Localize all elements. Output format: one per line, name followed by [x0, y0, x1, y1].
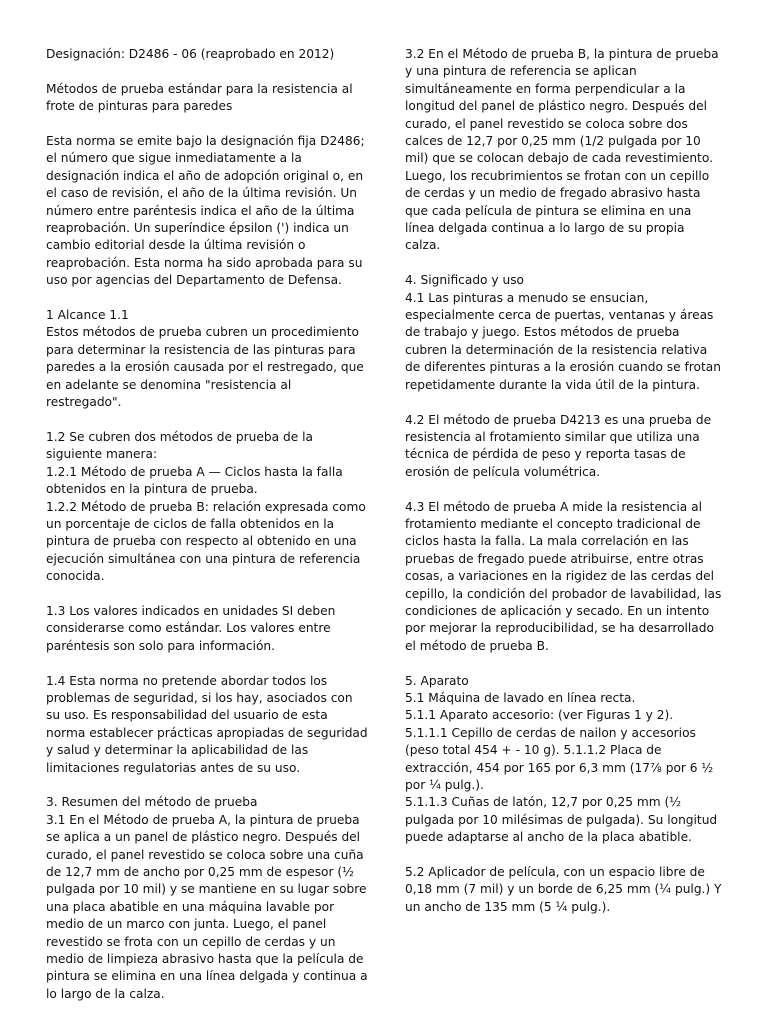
- designation-line: Designación: D2486 - 06 (reaprobado en 2012): [46, 47, 335, 61]
- method-a-paragraph: 4.3 El método de prueba A mide la resistencia al frotamiento mediante el concepto tradicional de ciclos hasta la falla. La mala correlación en las pruebas de fregado puede atribuirse, entre otras cosas, a variaciones en la rigidez de las cerdas del cepillo, la condición del probador de lavabilidad, las condiciones de aplicación y secado. En un intento por mejorar la reproducibilidad, se ha desarrollado el método de prueba B.: [405, 499, 722, 653]
- apparatus-section: 5. Aparato 5.1 Máquina de lavado en línea recta. 5.1.1 Aparato accesorio: (ver Figuras 1 y 2). 5.1.1.1 Cepillo de cerdas de nailon y accesorios (peso total 454 + - 10 g). 5.1.1.2 Placa de extracción, 454 por 165 por 6,3 mm (17⅞ por 6 ½ por ¼ pulg.). 5.1.1.3 Cuñas de latón, 12,7 por 0,25 mm (½ pulgada por 10 milésimas de pulgada). Su longitud puede adaptarse al ancho de la placa abatible.: [405, 673, 718, 845]
- safety-paragraph: 1.4 Esta norma no pretende abordar todos los problemas de seguridad, si los hay, asociados con su uso. Es responsabilidad del usuario de esta norma establecer prácticas apropiadas de seguridad y salud y determinar la aplicabilidad de las limitaciones regulatorias antes de su uso.: [46, 673, 368, 775]
- summary-section: 3. Resumen del método de prueba 3.1 En el Método de prueba A, la pintura de prueba se aplica a un panel de plástico negro. Después del curado, el panel revestido se coloca sobre una cuña de 12,7 mm de ancho por 0,25 mm de espesor (½ pulgada por 10 mil) y se mantiene en su lugar sobre una placa abatible en una máquina lavable por medio de un marco con junta. Luego, el panel revestido se frota con un cepillo de cerdas y un medio de limpieza abrasivo hasta que la película de pintura se elimina en una línea delgada y continua a lo largo de la calza.: [46, 795, 368, 1001]
- scope-section: 1 Alcance 1.1 Estos métodos de prueba cubren un procedimiento para determinar la resistencia de las pinturas para paredes a la erosión causada por el restregado, que en adelante se denomina "resistencia al restregado".: [46, 308, 364, 410]
- film-applicator-paragraph: 5.2 Aplicador de película, con un espacio libre de 0,18 mm (7 mil) y un borde de 6,25 mm (¼ pulg.) Y un ancho de 135 mm (5 ¼ pulg.).: [405, 865, 722, 914]
- designation-note-paragraph: Esta norma se emite bajo la designación fija D2486; el número que sigue inmediatamente a la designación indica el año de adopción original o, en el caso de revisión, el año de la última revisión. Un número entre paréntesis indica el año de la última reaprobación. Un superíndice épsilon (') indica un cambio editorial desde la última revisión o reaprobación. Esta norma ha sido aprobada para su uso por agencias del Departamento de Defensa.: [46, 134, 365, 288]
- right-column: [405, 46, 723, 934]
- left-column: [46, 46, 368, 1021]
- si-units-paragraph: 1.3 Los valores indicados en unidades SI deben considerarse como estándar. Los valores entre paréntesis son solo para información.: [46, 603, 336, 653]
- method-b-paragraph: 3.2 En el Método de prueba B, la pintura de prueba y una pintura de referencia se aplican simultáneamente en forma perpendicular a la longitud del panel de plástico negro. Después del curado, el panel revestido se coloca sobre dos calces de 12,7 por 0,25 mm (1/2 pulgada por 10 mil) que se colocan debajo de cada revestimiento. Luego, los recubrimientos se frotan con un cepillo de cerdas y un medio de fregado abrasivo hasta que cada película de pintura se elimina en una línea delgada continua a lo largo de su propia calza.: [405, 47, 719, 253]
- test-methods-paragraph: 1.2 Se cubren dos métodos de prueba de la siguiente manera: 1.2.1 Método de prueba A — Ciclos hasta la falla obtenidos en la pintura de prueba. 1.2.2 Método de prueba B: relación expresada como un porcentaje de ciclos de falla obtenidos en la pintura de prueba con respecto al obtenido en una ejecución simultánea con una pintura de referencia conocida.: [46, 429, 366, 584]
- d4213-paragraph: 4.2 El método de prueba D4213 es una prueba de resistencia al frotamiento similar que utiliza una técnica de pérdida de peso y reporta tasas de erosión de película volumétrica.: [405, 412, 712, 479]
- document-title: Métodos de prueba estándar para la resistencia al frote de pinturas para paredes: [46, 81, 353, 114]
- significance-section: 4. Significado y uso 4.1 Las pinturas a menudo se ensucian, especialmente cerca de puertas, ventanas y áreas de trabajo y juego. Estos métodos de prueba cubren la determinación de la resistencia relativa de diferentes pinturas a la erosión cuando se frotan repetidamente durante la vida útil de la pintura.: [405, 273, 721, 392]
